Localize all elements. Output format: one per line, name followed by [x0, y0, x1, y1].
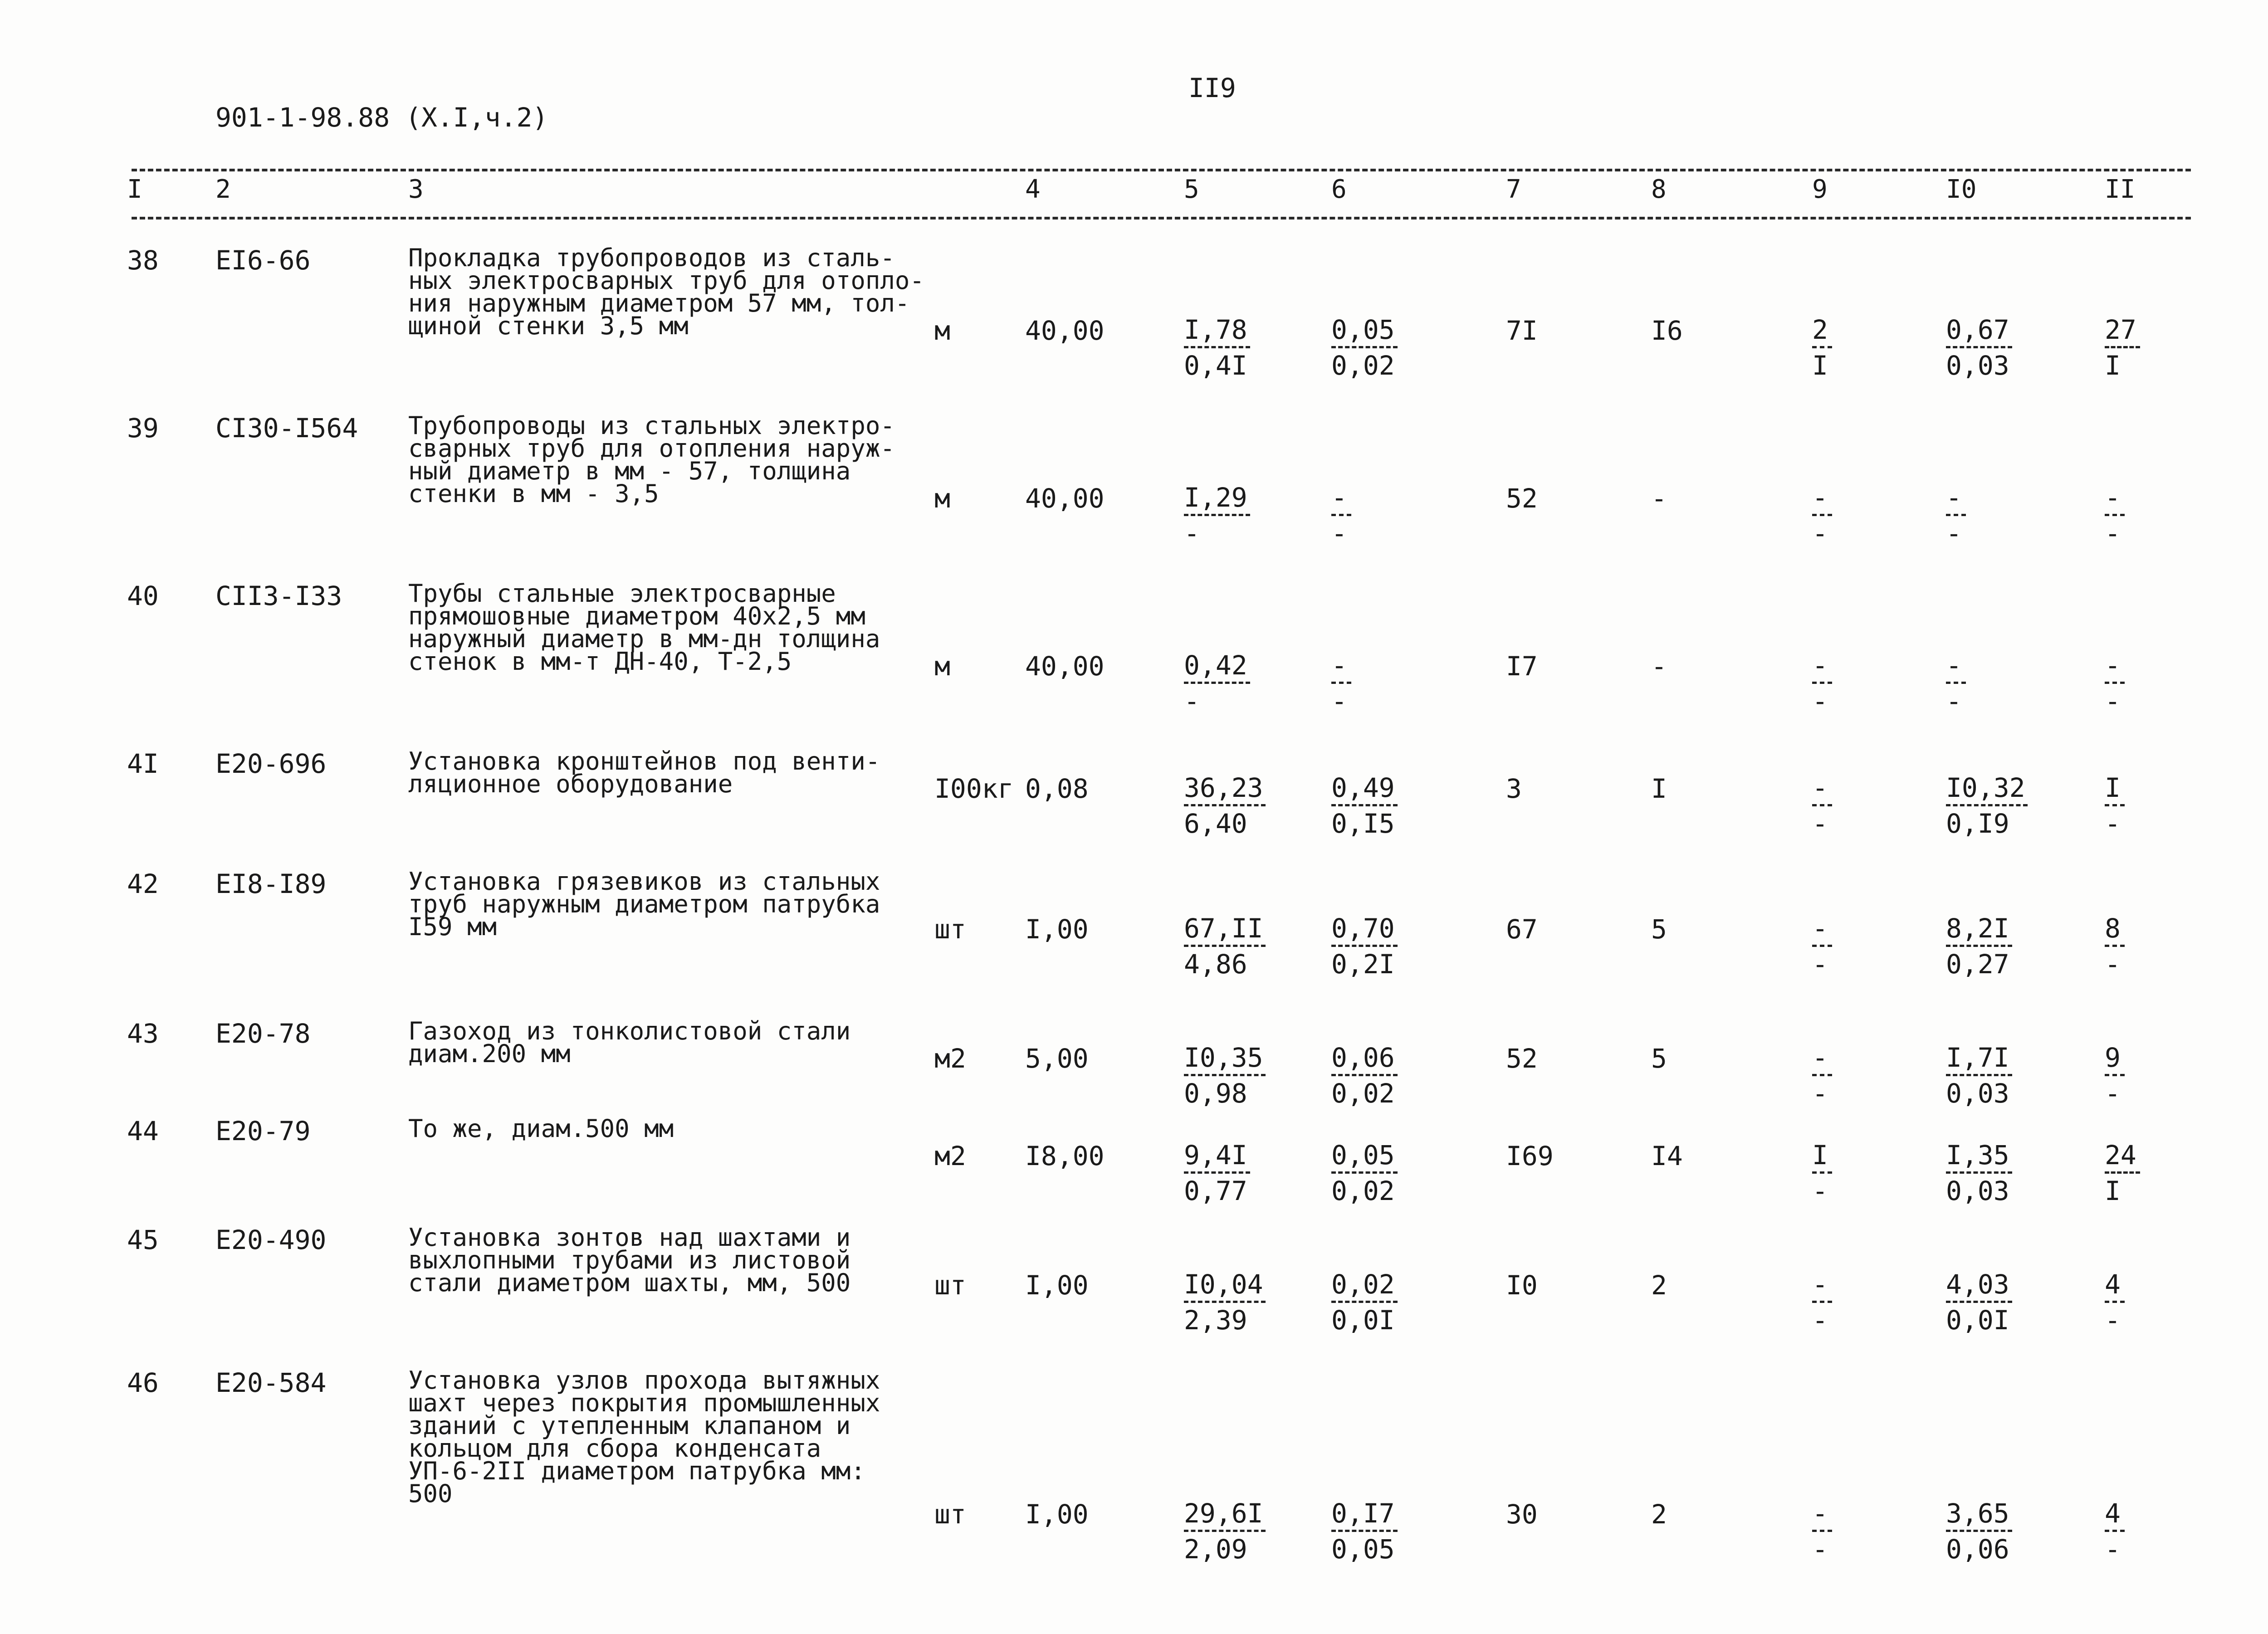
- document-code: 901-1-98.88 (X.I,ч.2): [215, 102, 548, 133]
- fraction-numerator: -: [1331, 482, 1347, 513]
- fraction-denominator: 0,06: [1946, 1534, 2009, 1565]
- fraction-denominator: 0,02: [1331, 350, 1395, 381]
- fraction-divider: [2105, 1301, 2125, 1303]
- work-description: Трубопроводы из стальных электро- сварных труб для отопления наруж- ный диаметр в мм - 57, толщина стенки в мм - 3,5: [408, 411, 895, 508]
- fraction-divider: [1812, 1074, 1832, 1076]
- fraction-numerator: I0,35: [1184, 1042, 1263, 1073]
- fraction-cell-c10: [1946, 1499, 2012, 1564]
- rate-code: E20-584: [215, 1367, 327, 1398]
- fraction-denominator: 6,40: [1184, 808, 1247, 839]
- work-description: Установка узлов прохода вытяжных шахт через покрытия промышленных зданий с утепленным клапаном и кольцом для сбора конденсата УП-6-2II диаметром патрубка мм: 500: [408, 1366, 880, 1508]
- fraction-divider: [2105, 945, 2125, 947]
- fraction-divider: [1331, 1530, 1398, 1532]
- fraction-denominator: -: [1812, 1534, 1828, 1565]
- fraction-divider: [1946, 1171, 2012, 1174]
- column-7-value: 3: [1506, 773, 1522, 804]
- fraction-denominator: -: [1812, 1078, 1828, 1109]
- fraction-divider: [2105, 346, 2140, 348]
- fraction-numerator: -: [2105, 482, 2121, 513]
- fraction-cell-c10: [1946, 1141, 2012, 1205]
- fraction-cell-c9: [1812, 1043, 1832, 1108]
- fraction-denominator: 2,39: [1184, 1305, 1247, 1336]
- fraction-denominator: 0,0I: [1331, 1305, 1395, 1336]
- fraction-cell-c9: [1812, 1141, 1832, 1205]
- fraction-numerator: 3,65: [1946, 1498, 2009, 1529]
- fraction-divider: [1331, 1074, 1398, 1076]
- fraction-numerator: I0,04: [1184, 1269, 1263, 1300]
- fraction-denominator: -: [2105, 1305, 2121, 1336]
- column-header-4: 4: [1025, 175, 1041, 204]
- fraction-denominator: -: [2105, 808, 2121, 839]
- row-number: 45: [127, 1224, 159, 1255]
- fraction-divider: [1946, 346, 2012, 348]
- fraction-numerator: -: [1812, 650, 1828, 681]
- fraction-cell-c9: [1812, 1270, 1832, 1335]
- fraction-divider: [1331, 682, 1351, 684]
- fraction-divider: [1184, 1301, 1266, 1303]
- fraction-divider: [1184, 514, 1250, 516]
- fraction-cell-c6: [1331, 1043, 1398, 1108]
- fraction-denominator: -: [1331, 686, 1347, 717]
- fraction-divider: [1331, 804, 1398, 806]
- fraction-divider: [2105, 1074, 2125, 1076]
- fraction-numerator: 9: [2105, 1042, 2121, 1073]
- fraction-denominator: -: [1331, 518, 1347, 549]
- fraction-cell-c6: [1331, 1141, 1398, 1205]
- row-number: 38: [127, 245, 159, 276]
- fraction-cell-c5: [1184, 1270, 1266, 1335]
- column-header-2: 2: [215, 175, 231, 204]
- fraction-numerator: I,29: [1184, 482, 1247, 513]
- fraction-cell-c6: [1331, 1499, 1398, 1564]
- quantity: I,00: [1025, 1499, 1089, 1530]
- fraction-cell-c10: [1946, 1270, 2012, 1335]
- column-8-value: 5: [1651, 1043, 1667, 1074]
- fraction-cell-c10: [1946, 315, 2012, 380]
- fraction-cell-c5: [1184, 1043, 1266, 1108]
- fraction-numerator: 4: [2105, 1498, 2121, 1529]
- fraction-denominator: I: [2105, 1176, 2121, 1206]
- fraction-cell-c9: [1812, 651, 1832, 716]
- work-description: Установка кронштейнов под венти- ляционное оборудование: [408, 747, 880, 798]
- fraction-denominator: 0,02: [1331, 1176, 1395, 1206]
- fraction-divider: [1184, 346, 1250, 348]
- fraction-divider: [1946, 682, 1966, 684]
- fraction-cell-c9: [1812, 914, 1832, 979]
- quantity: I,00: [1025, 1270, 1089, 1301]
- rate-code: E20-78: [215, 1018, 311, 1049]
- fraction-cell-c6: [1331, 914, 1398, 979]
- row-number: 40: [127, 580, 159, 611]
- fraction-cell-c5: [1184, 651, 1250, 716]
- fraction-numerator: 8,2I: [1946, 913, 2009, 944]
- fraction-denominator: 4,86: [1184, 949, 1247, 980]
- column-8-value: -: [1651, 651, 1667, 682]
- rate-code: E20-79: [215, 1116, 311, 1146]
- fraction-cell-c5: [1184, 1499, 1266, 1564]
- fraction-cell-c9: [1812, 1499, 1832, 1564]
- fraction-numerator: 36,23: [1184, 772, 1263, 803]
- fraction-divider: [1812, 804, 1832, 806]
- fraction-cell-c10: [1946, 483, 1966, 548]
- fraction-denominator: 0,02: [1331, 1078, 1395, 1109]
- rate-code: E20-696: [215, 748, 327, 779]
- unit-of-measure: м2: [934, 1043, 966, 1074]
- fraction-numerator: I,7I: [1946, 1042, 2009, 1073]
- fraction-numerator: I0,32: [1946, 772, 2025, 803]
- fraction-denominator: 0,I5: [1331, 808, 1395, 839]
- work-description: Прокладка трубопроводов из сталь- ных электросварных труб для отопло- ния наружным диаметром 57 мм, тол- щиной стенки 3,5 мм: [408, 244, 924, 340]
- fraction-numerator: -: [2105, 650, 2121, 681]
- fraction-denominator: 0,4I: [1184, 350, 1247, 381]
- row-number: 43: [127, 1018, 159, 1049]
- fraction-cell-c5: [1184, 914, 1266, 979]
- fraction-cell-c11: [2105, 914, 2125, 979]
- fraction-divider: [2105, 514, 2125, 516]
- fraction-denominator: -: [1946, 686, 1962, 717]
- fraction-divider: [1184, 804, 1266, 806]
- unit-of-measure: шт: [934, 914, 966, 945]
- fraction-denominator: 0,98: [1184, 1078, 1247, 1109]
- fraction-numerator: 4,03: [1946, 1269, 2009, 1300]
- fraction-numerator: -: [1812, 482, 1828, 513]
- fraction-denominator: -: [1812, 518, 1828, 549]
- fraction-divider: [1812, 682, 1832, 684]
- fraction-divider: [1946, 514, 1966, 516]
- fraction-cell-c5: [1184, 483, 1250, 548]
- work-description: Установка грязевиков из стальных труб наружным диаметром патрубка I59 мм: [408, 867, 880, 941]
- column-7-value: 52: [1506, 1043, 1538, 1074]
- fraction-denominator: 0,27: [1946, 949, 2009, 980]
- column-8-value: 5: [1651, 914, 1667, 945]
- column-8-value: 2: [1651, 1270, 1667, 1301]
- rate-code: EI6-66: [215, 245, 311, 276]
- unit-of-measure: м: [934, 315, 950, 346]
- column-8-value: I: [1651, 773, 1667, 804]
- work-description: Установка зонтов над шахтами и выхлопными трубами из листовой стали диаметром шахты, мм, 500: [408, 1223, 851, 1297]
- row-number: 39: [127, 413, 159, 444]
- fraction-cell-c10: [1946, 773, 2028, 838]
- fraction-cell-c5: [1184, 315, 1250, 380]
- rate-code: EI8-I89: [215, 868, 327, 899]
- quantity: 40,00: [1025, 651, 1105, 682]
- fraction-divider: [2105, 682, 2125, 684]
- column-header-6: 6: [1331, 175, 1347, 204]
- header-top-rule: [132, 169, 2191, 171]
- column-7-value: 7I: [1506, 315, 1538, 346]
- fraction-numerator: 0,05: [1331, 1140, 1395, 1171]
- work-description: Трубы стальные электросварные прямошовные диаметром 40х2,5 мм наружный диаметр в мм-дн толщина стенок в мм-т ДН-40, Т-2,5: [408, 579, 880, 676]
- fraction-cell-c9: [1812, 315, 1832, 380]
- fraction-denominator: -: [1184, 686, 1200, 717]
- fraction-numerator: 0,42: [1184, 650, 1247, 681]
- fraction-numerator: 0,70: [1331, 913, 1395, 944]
- fraction-denominator: -: [1812, 686, 1828, 717]
- fraction-numerator: 0,06: [1331, 1042, 1395, 1073]
- fraction-numerator: 0,I7: [1331, 1498, 1395, 1529]
- fraction-numerator: 2: [1812, 314, 1828, 345]
- unit-of-measure: шт: [934, 1499, 966, 1530]
- fraction-numerator: -: [1331, 650, 1347, 681]
- fraction-numerator: I: [2105, 772, 2121, 803]
- unit-of-measure: шт: [934, 1270, 966, 1301]
- fraction-divider: [1331, 1171, 1398, 1174]
- fraction-denominator: -: [1812, 1176, 1828, 1206]
- column-8-value: I4: [1651, 1141, 1683, 1171]
- fraction-numerator: I,35: [1946, 1140, 2009, 1171]
- fraction-numerator: I,78: [1184, 314, 1247, 345]
- fraction-divider: [1184, 682, 1250, 684]
- fraction-cell-c11: [2105, 1499, 2125, 1564]
- fraction-divider: [1184, 1171, 1250, 1174]
- fraction-denominator: 0,03: [1946, 1078, 2009, 1109]
- fraction-denominator: -: [2105, 518, 2121, 549]
- fraction-cell-c10: [1946, 1043, 2012, 1108]
- fraction-divider: [1946, 1301, 2012, 1303]
- fraction-numerator: 29,6I: [1184, 1498, 1263, 1529]
- unit-of-measure: м: [934, 651, 950, 682]
- fraction-numerator: 24: [2105, 1140, 2136, 1171]
- fraction-divider: [1812, 1301, 1832, 1303]
- fraction-divider: [1331, 514, 1351, 516]
- fraction-divider: [1812, 1171, 1832, 1174]
- quantity: 0,08: [1025, 773, 1089, 804]
- page-number: II9: [1188, 73, 1236, 103]
- fraction-divider: [1946, 945, 2012, 947]
- fraction-numerator: 67,II: [1184, 913, 1263, 944]
- fraction-cell-c11: [2105, 773, 2125, 838]
- fraction-denominator: I: [1812, 350, 1828, 381]
- row-number: 44: [127, 1116, 159, 1146]
- fraction-denominator: -: [1812, 808, 1828, 839]
- quantity: 40,00: [1025, 483, 1105, 514]
- fraction-numerator: 0,49: [1331, 772, 1395, 803]
- fraction-divider: [1946, 1530, 2012, 1532]
- fraction-divider: [1331, 346, 1398, 348]
- fraction-cell-c11: [2105, 1270, 2125, 1335]
- fraction-denominator: -: [2105, 949, 2121, 980]
- fraction-denominator: 0,2I: [1331, 949, 1395, 980]
- fraction-denominator: 0,77: [1184, 1176, 1247, 1206]
- fraction-divider: [1331, 1301, 1398, 1303]
- column-header-5: 5: [1184, 175, 1199, 204]
- fraction-cell-c9: [1812, 773, 1832, 838]
- fraction-denominator: -: [2105, 1534, 2121, 1565]
- unit-of-measure: м: [934, 483, 950, 514]
- fraction-divider: [1184, 945, 1266, 947]
- fraction-cell-c6: [1331, 315, 1398, 380]
- fraction-divider: [1331, 945, 1398, 947]
- fraction-denominator: 0,05: [1331, 1534, 1395, 1565]
- work-description: То же, диам.500 мм: [408, 1114, 674, 1143]
- fraction-numerator: 9,4I: [1184, 1140, 1247, 1171]
- header-bottom-rule: [132, 217, 2191, 219]
- fraction-cell-c11: [2105, 315, 2140, 380]
- rate-code: CII3-I33: [215, 580, 342, 611]
- column-8-value: 2: [1651, 1499, 1667, 1530]
- column-7-value: I0: [1506, 1270, 1538, 1301]
- fraction-numerator: 4: [2105, 1269, 2121, 1300]
- fraction-numerator: 0,67: [1946, 314, 2009, 345]
- column-8-value: -: [1651, 483, 1667, 514]
- column-7-value: I7: [1506, 651, 1538, 682]
- fraction-cell-c11: [2105, 1141, 2140, 1205]
- fraction-numerator: I: [1812, 1140, 1828, 1171]
- fraction-divider: [1184, 1530, 1266, 1532]
- column-header-11: II: [2105, 175, 2136, 204]
- fraction-divider: [1184, 1074, 1266, 1076]
- column-header-8: 8: [1651, 175, 1667, 204]
- fraction-denominator: -: [1184, 518, 1200, 549]
- fraction-numerator: 8: [2105, 913, 2121, 944]
- fraction-numerator: -: [1946, 650, 1962, 681]
- fraction-numerator: -: [1812, 1042, 1828, 1073]
- row-number: 46: [127, 1367, 159, 1398]
- fraction-denominator: 0,03: [1946, 350, 2009, 381]
- fraction-cell-c10: [1946, 914, 2012, 979]
- fraction-numerator: -: [1812, 1269, 1828, 1300]
- fraction-denominator: -: [1812, 949, 1828, 980]
- row-number: 42: [127, 868, 159, 899]
- fraction-cell-c6: [1331, 483, 1351, 548]
- fraction-denominator: -: [1812, 1305, 1828, 1336]
- fraction-cell-c5: [1184, 773, 1266, 838]
- fraction-denominator: 0,I9: [1946, 808, 2009, 839]
- fraction-numerator: -: [1812, 1498, 1828, 1529]
- column-8-value: I6: [1651, 315, 1683, 346]
- fraction-divider: [1812, 945, 1832, 947]
- fraction-divider: [1812, 1530, 1832, 1532]
- fraction-denominator: 0,0I: [1946, 1305, 2009, 1336]
- fraction-divider: [1812, 346, 1832, 348]
- fraction-numerator: -: [1812, 913, 1828, 944]
- fraction-cell-c11: [2105, 483, 2125, 548]
- quantity: 40,00: [1025, 315, 1105, 346]
- fraction-cell-c5: [1184, 1141, 1250, 1205]
- fraction-divider: [1812, 514, 1832, 516]
- column-header-9: 9: [1812, 175, 1828, 204]
- column-7-value: 30: [1506, 1499, 1538, 1530]
- fraction-denominator: -: [1946, 518, 1962, 549]
- unit-of-measure: I00кг: [934, 773, 1014, 804]
- rate-code: CI30-I564: [215, 413, 358, 444]
- fraction-numerator: -: [1812, 772, 1828, 803]
- column-header-3: 3: [408, 175, 424, 204]
- fraction-cell-c6: [1331, 773, 1398, 838]
- quantity: I8,00: [1025, 1141, 1105, 1171]
- column-header-1: I: [127, 175, 142, 204]
- fraction-divider: [2105, 1530, 2125, 1532]
- fraction-denominator: -: [2105, 686, 2121, 717]
- fraction-denominator: 2,09: [1184, 1534, 1247, 1565]
- fraction-divider: [2105, 804, 2125, 806]
- fraction-cell-c6: [1331, 651, 1351, 716]
- fraction-denominator: -: [2105, 1078, 2121, 1109]
- fraction-divider: [1946, 1074, 2012, 1076]
- fraction-cell-c9: [1812, 483, 1832, 548]
- column-header-7: 7: [1506, 175, 1521, 204]
- column-7-value: I69: [1506, 1141, 1554, 1171]
- quantity: 5,00: [1025, 1043, 1089, 1074]
- fraction-numerator: -: [1946, 482, 1962, 513]
- column-7-value: 67: [1506, 914, 1538, 945]
- row-number: 4I: [127, 748, 159, 779]
- fraction-cell-c11: [2105, 651, 2125, 716]
- fraction-divider: [2105, 1171, 2140, 1174]
- fraction-cell-c11: [2105, 1043, 2125, 1108]
- fraction-cell-c10: [1946, 651, 1966, 716]
- work-description: Газоход из тонколистовой стали диам.200 мм: [408, 1017, 851, 1068]
- fraction-numerator: 27: [2105, 314, 2136, 345]
- fraction-denominator: 0,03: [1946, 1176, 2009, 1206]
- fraction-denominator: I: [2105, 350, 2121, 381]
- fraction-cell-c6: [1331, 1270, 1398, 1335]
- fraction-divider: [1946, 804, 2028, 806]
- column-7-value: 52: [1506, 483, 1538, 514]
- column-header-10: I0: [1946, 175, 1977, 204]
- fraction-numerator: 0,05: [1331, 314, 1395, 345]
- rate-code: E20-490: [215, 1224, 327, 1255]
- fraction-numerator: 0,02: [1331, 1269, 1395, 1300]
- quantity: I,00: [1025, 914, 1089, 945]
- unit-of-measure: м2: [934, 1141, 966, 1171]
